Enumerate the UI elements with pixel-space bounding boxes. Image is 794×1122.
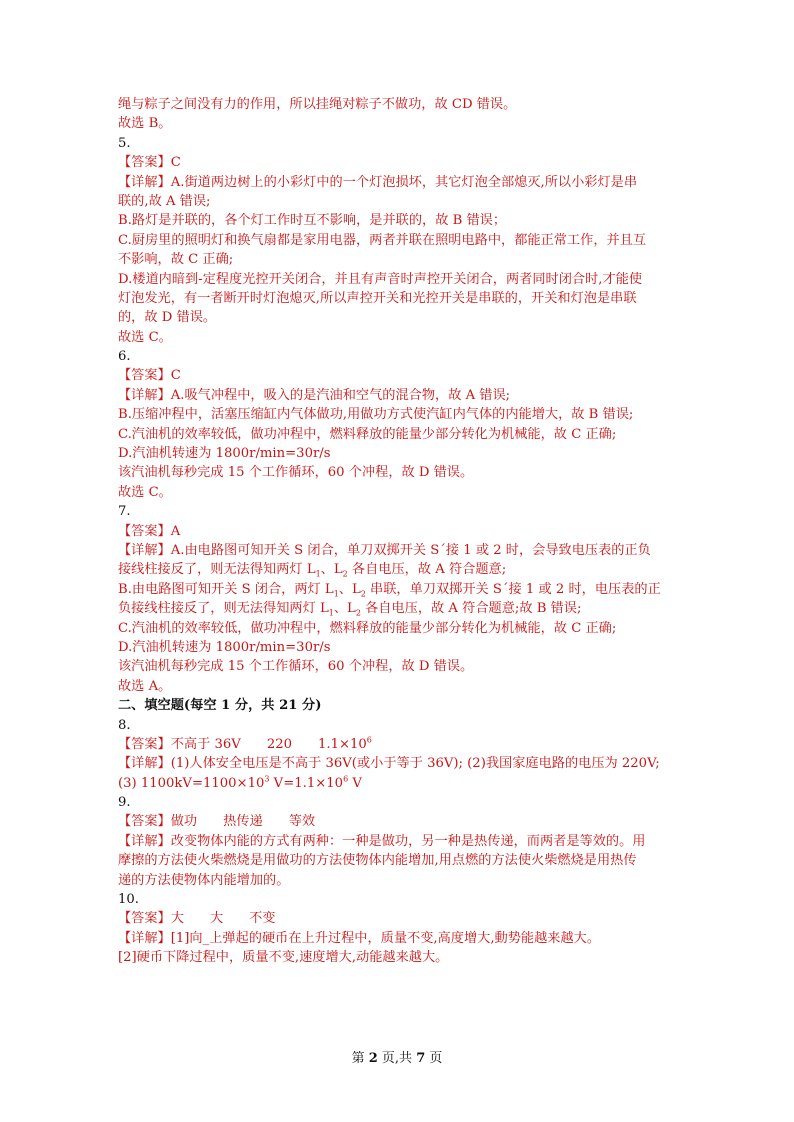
explanation-line: 【详解】(1)人体安全电压是不高于 36V(或小于等于 36V); (2)我国家庭电路的电压为 220V; (118, 756, 660, 772)
explanation-line: [2]硬币下降过程中，质量不变,速度增大,动能越来越大。 (118, 950, 449, 966)
subscript: 1 (333, 589, 339, 599)
explanation-line: C.厨房里的照明灯和换气扇都是家用电器，两者并联在照明电路中，都能正常工作，并且互 (118, 232, 647, 248)
answer-blank-3: 不变 (249, 911, 276, 927)
text-line: 绳与粽子之间没有力的作用，所以挂绳对粽子不做功，故 CD 错误。 (118, 97, 517, 112)
text-segment: V=1.1×10 (269, 775, 344, 791)
page-content (118, 95, 678, 968)
section-heading: 二、填空题(每空 1 分，共 21 分) (118, 698, 322, 714)
explanation-line: D.汽油机转速为 1800r/min=30r/s (118, 639, 331, 655)
explanation-line: 的，故 D 错误。 (118, 310, 217, 326)
text-segment: 各自电压，故 A 符合题意;故 B 错误; (360, 601, 582, 617)
text-segment: B.由电路图可知开关 S 闭合，两灯 L (118, 581, 334, 597)
explanation-line: 摩擦的方法使火柴燃烧是用做功的方法使物体内能增加,用点燃的方法使火柴燃烧是用热传 (118, 853, 637, 869)
answer-line (118, 735, 678, 754)
current-page-number: 2 (368, 1051, 378, 1066)
text-segment: 、L (320, 562, 343, 578)
answer-blank-1: 【答案】大 (118, 911, 184, 927)
total-page-count: 7 (416, 1051, 426, 1066)
explanation-line: 【详解】[1]向_上弹起的硬币在上升过程中，质量不变,高度增大,動势能越来越大。 (118, 930, 601, 946)
explanation-line: C.汽油机的效率较低，做功冲程中，燃料释放的能量少部分转化为机械能，故 C 正确; (118, 620, 617, 636)
answer-blank-1: 【答案】不高于 36V (118, 736, 241, 752)
conclusion-line: 故选 C。 (118, 329, 172, 345)
subscript: 1 (315, 570, 321, 580)
text-segment: V (348, 775, 362, 791)
conclusion-line: 故选 C。 (118, 484, 172, 500)
question-number: 10. (118, 892, 139, 908)
superscript: 6 (366, 735, 372, 745)
explanation-line: 递的方法使物体内能增加的。 (118, 872, 290, 888)
text-line: 故选 B。 (118, 116, 172, 132)
explanation-line (118, 774, 678, 793)
explanation-line: D.汽油机转速为 1800r/min=30r/s (118, 446, 331, 462)
explanation-line: 灯泡发光，有一者断开时灯泡熄灭,所以声控开关和光控开关是串联的，开关和灯泡是串联 (118, 290, 637, 306)
superscript: 3 (264, 774, 270, 784)
answer-line (118, 812, 678, 831)
answer-line: 【答案】C (118, 155, 181, 171)
explanation-line: 【详解】A.由电路图可知开关 S 闭合，单刀双掷开关 S´接 1 或 2 时，会导致电压表的正负 (118, 542, 651, 558)
text-segment: 各自电压，故 A 符合题意; (347, 562, 507, 578)
footer-text: 页 (425, 1051, 443, 1066)
answer-blank-2: 热传递 (223, 814, 263, 830)
subscript: 2 (342, 570, 348, 580)
conclusion-line: 故选 A。 (118, 678, 172, 694)
question-number: 6. (118, 349, 131, 365)
answer-blank-1: 【答案】做功 (118, 814, 198, 830)
answer-blank-3: 1.1×10 (317, 736, 367, 752)
answer-blank-2: 220 (266, 736, 292, 752)
explanation-line: 【详解】A.吸气冲程中，吸入的是汽油和空气的混合物，故 A 错误; (118, 387, 511, 403)
footer-text: 页,共 (377, 1051, 417, 1066)
question-number: 8. (118, 717, 131, 733)
subscript: 2 (360, 589, 366, 599)
text-segment: 接线柱接反了，则无法得知两灯 L (118, 562, 316, 578)
explanation-line: 该汽油机每秒完成 15 个工作循环，60 个冲程，故 D 错误。 (118, 465, 474, 481)
explanation-line (118, 560, 678, 579)
text-segment: (3) 1100kV=1100×10 (118, 775, 265, 791)
superscript: 6 (343, 774, 349, 784)
explanation-line: D.楼道内暗到-定程度光控开关闭合，并且有声音时声控开关闭合，两者同时闭合时,才能使 (118, 271, 643, 287)
footer-text: 第 (351, 1051, 369, 1066)
answer-blank-3: 等效 (288, 814, 316, 830)
explanation-line (118, 580, 678, 599)
page-footer (0, 1049, 794, 1068)
explanation-line: 【详解】改变物体内能的方式有两种：一种是做功，另一种是热传递，而两者是等效的。用 (118, 833, 646, 849)
explanation-line (118, 599, 678, 618)
text-segment: 、L (333, 601, 356, 617)
explanation-line: 【详解】A.街道两边树上的小彩灯中的一个灯泡损坏，其它灯泡全部熄灭,所以小彩灯是串 (118, 174, 638, 190)
explanation-line: B.压缩冲程中，活塞压缩缸内气体做功,用做功方式使汽缸内气体的内能增大，故 B 错误; (118, 407, 634, 423)
explanation-line: 联的,故 A 错误; (118, 193, 211, 209)
text-segment: 串联，单刀双掷开关 S´接 1 或 2 时，电压表的正 (365, 581, 661, 597)
subscript: 1 (328, 608, 334, 618)
explanation-line: 不影响，故 C 正确; (118, 252, 234, 268)
question-number: 7. (118, 504, 131, 520)
explanation-line: B.路灯是并联的，各个灯工作时互不影响，是并联的，故 B 错误； (118, 213, 507, 229)
answer-line: 【答案】C (118, 368, 181, 384)
answer-line: 【答案】A (118, 523, 181, 539)
answer-blank-2: 大 (209, 911, 224, 927)
answer-line (118, 909, 678, 928)
question-number: 9. (118, 795, 131, 811)
text-segment: 负接线柱接反了，则无法得知两灯 L (118, 601, 329, 617)
explanation-line: C.汽油机的效率较低，做功冲程中，燃料释放的能量少部分转化为机械能，故 C 正确; (118, 426, 617, 442)
explanation-line: 该汽油机每秒完成 15 个工作循环，60 个冲程，故 D 错误。 (118, 659, 474, 675)
subscript: 2 (355, 608, 361, 618)
question-number: 5. (118, 135, 131, 151)
text-segment: 、L (338, 581, 361, 597)
